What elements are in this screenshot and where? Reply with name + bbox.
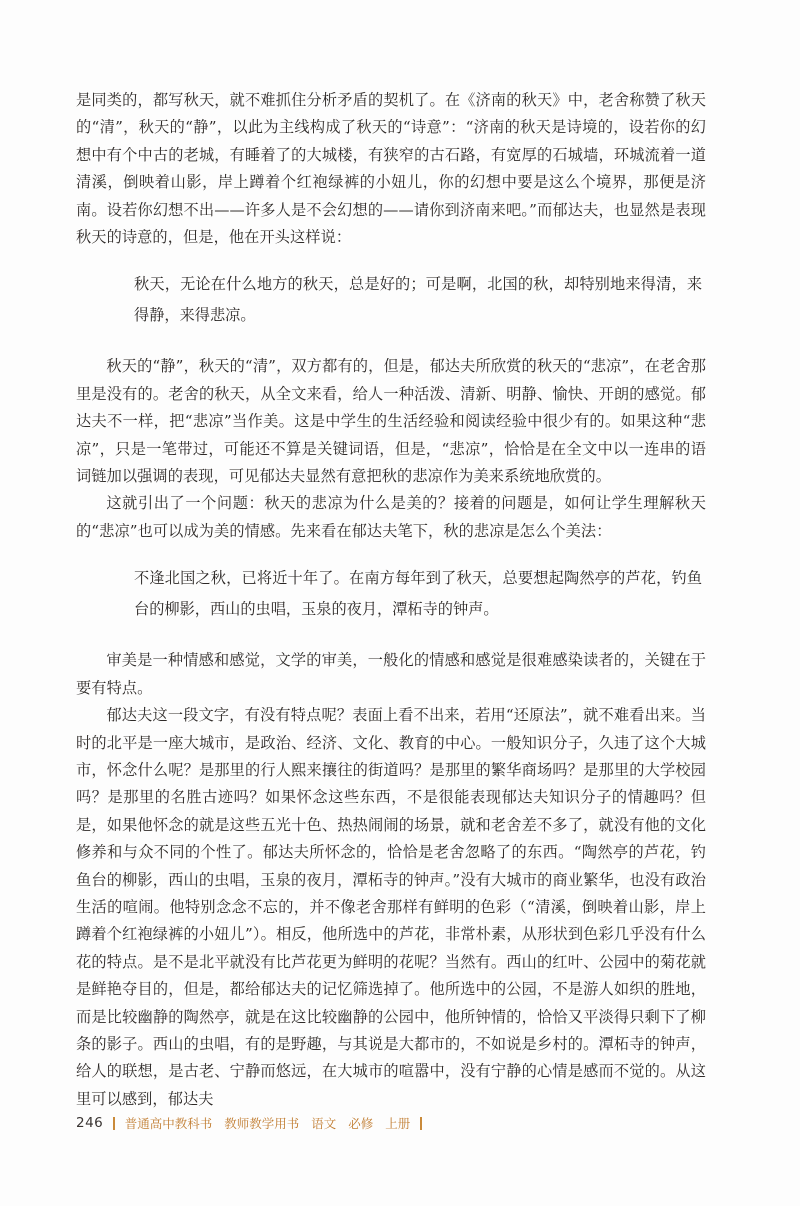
- footer-divider: [113, 1117, 115, 1130]
- page-number: 246: [76, 1115, 104, 1131]
- block-quote-memories: 不逢北国之秋，已将近十年了。在南方每年到了秋天，总要想起陶然亭的芦花，钓鱼台的柳影，西山的虫唱，玉泉的夜月，潭柘寺的钟声。: [134, 569, 702, 619]
- footer-divider-end: [420, 1117, 422, 1130]
- book-series-title: [125, 1114, 411, 1132]
- paragraph-analysis: 郁达夫这一段文字，有没有特点呢？表面上看不出来，若用“还原法”，就不难看出来。当时的北平是一座大城市，是政治、经济、文化、教育的中心。一般知识分子，久违了这个大城市，怀念什么呢？是那里的行人熙来攘往的街道吗？是那里的繁华商场吗？是那里的大学校园吗？是那里的名胜古迹吗？如果怀念这些东西，不是很能表现郁达夫知识分子的情趣吗？但是，如果他怀念的就是这些五光十色、热热闹闹的场景，就和老舍差不多了，就没有他的文化修养和与众不同的个性了。郁达夫所怀念的，恰恰是老舍忽略了的东西。“陶然亭的芦花，钓鱼台的柳影，西山的虫唱，玉泉的夜月，潭柘寺的钟声。”没有大城市的商业繁华，也没有政治生活的喧闹。他特别念念不忘的，并不像老舍那样有鲜明的色彩（“清溪，倒映着山影，岸上蹲着个红袍绿裤的小妞儿”）。相反，他所选中的芦花，非常朴素，从形状到色彩几乎没有什么花的特点。是不是北平就没有比芦花更为鲜明的花呢？当然有。西山的红叶、公园中的菊花就是鲜艳夺目的，但是，都给郁达夫的记忆筛选掉了。他所选中的公园，不是游人如织的胜地，而是比较幽静的陶然亭，就是在这比较幽静的公园中，他所钟情的，恰恰又平淡得只剩下了柳条的影子。西山的虫唱，有的是野趣，与其说是大都市的，不如说是乡村的。潭柘寺的钟声，给人的联想，是古老、宁静而悠远，在大城市的喧嚣中，没有宁静的心情是感而不觉的。从这里可以感到，郁达夫: [76, 706, 706, 1108]
- subject-name: 语文: [311, 1116, 337, 1131]
- series-name: 普通高中教科书: [124, 1116, 213, 1131]
- page-body: [76, 87, 706, 1113]
- book-type: 教师教学用书: [224, 1116, 300, 1131]
- paragraph-question: 这就引出了一个问题：秋天的悲凉为什么是美的？接着的问题是，如何让学生理解秋天的“悲凉”也可以成为美的情感。先来看在郁达夫笔下，秋的悲凉是怎么个美法：: [76, 494, 706, 540]
- paragraph-aesthetics: 审美是一种情感和感觉，文学的审美，一般化的情感和感觉是很难感染读者的，关键在于要有特点。: [76, 651, 706, 697]
- page-footer: [76, 1112, 432, 1134]
- paragraph-continuation: 是同类的，都写秋天，就不难抓住分析矛盾的契机了。在《济南的秋天》中，老舍称赞了秋天的“清”，秋天的“静”，以此为主线构成了秋天的“诗意”：“济南的秋天是诗境的，设若你的幻想中有个中古的老城，有睡着了的大城楼，有狭窄的古石路，有宽厚的石城墙，环城流着一道清溪，倒映着山影，岸上蹲着个红袍绿裤的小妞儿，你的幻想中要是这么个境界，那便是济南。设若你幻想不出——许多人是不会幻想的——请你到济南来吧。”而郁达夫，也显然是表现秋天的诗意的，但是，他在开头这样说：: [76, 91, 706, 247]
- paragraph-bei-liang: 秋天的“静”，秋天的“清”，双方都有的，但是，郁达夫所欣赏的秋天的“悲凉”，在老舍那里是没有的。老舍的秋天，从全文来看，给人一种活泼、清新、明静、愉快、开朗的感觉。郁达夫不一样，把“悲凉”当作美。这是中学生的生活经验和阅读经验中很少有的。如果这种“悲凉”，只是一笔带过，可能还不算是关键词语，但是，“悲凉”，恰恰是在全文中以一连串的语词链加以强调的表现，可见郁达夫显然有意把秋的悲凉作为美来系统地欣赏的。: [76, 357, 706, 486]
- part-name: 上册: [385, 1116, 411, 1131]
- block-quote-opening: 秋天，无论在什么地方的秋天，总是好的；可是啊，北国的秋，却特别地来得清，来得静，来得悲凉。: [134, 275, 702, 325]
- volume-name: 必修: [348, 1116, 374, 1131]
